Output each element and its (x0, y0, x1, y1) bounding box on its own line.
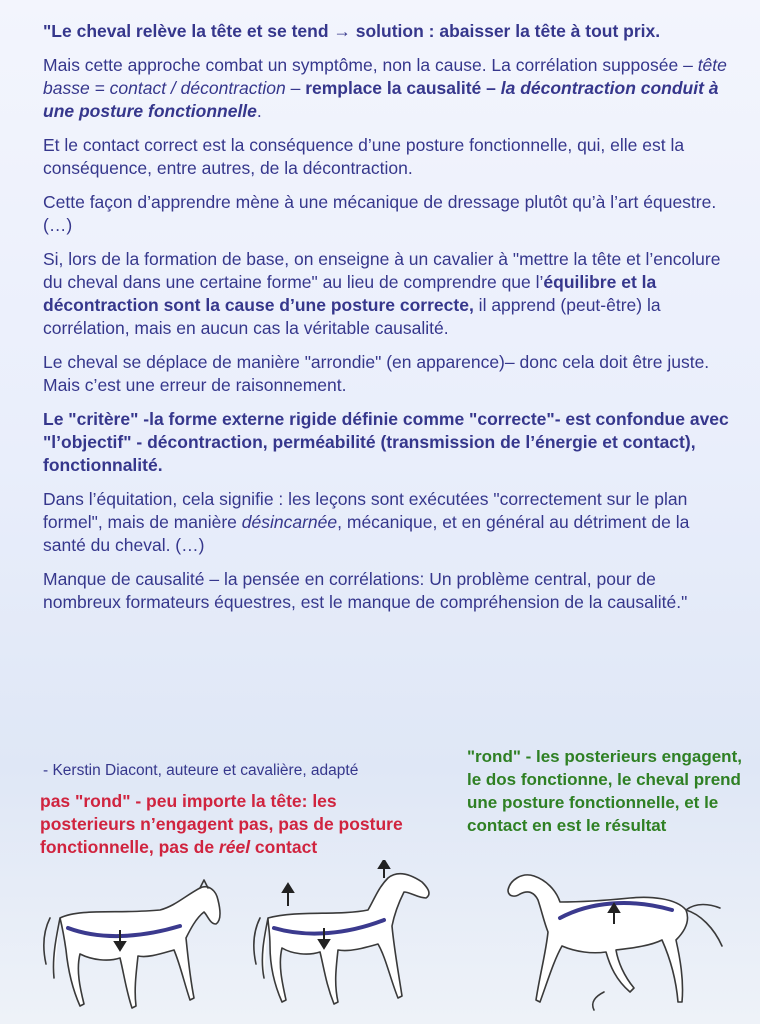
text-run: Dans l’équitation, cela signifie : les leçons sont exécutées "correctement sur le plan formel", mais de manière (43, 489, 688, 532)
horse-sketch-icon (500, 862, 730, 1020)
paragraph (43, 488, 733, 557)
article-text (43, 20, 733, 625)
text-run: tête basse = contact / décontraction (43, 55, 727, 98)
text-run: réel (218, 837, 251, 857)
paragraph (43, 20, 733, 43)
arrow-up-icon (283, 884, 293, 906)
paragraph (43, 351, 733, 397)
caption-not-round (40, 790, 420, 859)
text-run: , mécanique, et en général au détriment de la santé du cheval. (…) (43, 512, 690, 555)
text-run: Si, lors de la formation de base, on enseigne à un cavalier à "mettre la tête et l’encolure du cheval dans une certaine forme" au lieu de comprendre que l’ (43, 249, 721, 292)
text-run: équilibre et la décontraction sont la cause d’une posture correcte, (43, 272, 657, 315)
text-run: remplace la causalité – (305, 78, 501, 98)
text-run: Le cheval se déplace de manière "arrondie" (en apparence)– donc cela doit être juste. Mais c’est une erreur de raisonnement. (43, 352, 710, 395)
text-run: désincarnée (241, 512, 338, 532)
paragraph (43, 191, 733, 237)
text-run: pas "rond" - peu importe la tête: les posterieurs n’engagent pas, pas de posture fonctionnelle, pas de (40, 791, 403, 857)
text-run: Manque de causalité – la pensée en corrélations: Un problème central, pour de nombreux formateurs équestres, est le manque de compréhension de la causalité." (43, 569, 688, 612)
paragraph (43, 54, 733, 123)
horse-sketch-icon (238, 860, 438, 1018)
text-run: Le "critère" -la forme externe rigide définie comme "correcte"- est confondue avec "l’objectif" - décontraction, perméabilité (transmission de l’énergie et contact), fonctionnalité. (43, 409, 729, 475)
paragraph (43, 134, 733, 180)
arrow-up-icon (379, 860, 389, 878)
quote-attribution: - Kerstin Diacont, auteure et cavalière, adapté (43, 762, 359, 779)
text-run: "Le cheval relève la tête et se tend → solution : abaisser la tête à tout prix. (43, 21, 661, 41)
paragraph (43, 568, 733, 614)
text-run: contact (250, 837, 318, 857)
text-run: la décontraction conduit à une posture fonctionnelle (43, 78, 719, 121)
caption-round (467, 745, 757, 837)
paragraph (43, 408, 733, 477)
text-run: – (285, 78, 306, 98)
text-run: Mais cette approche combat un symptôme, non la cause. La corrélation supposée – (43, 55, 698, 75)
horse-sketch-icon (40, 878, 240, 1018)
text-run: . (256, 101, 262, 121)
text-run: "rond" - les posterieurs engagent, le dos fonctionne, le cheval prend une posture fonctionnelle, et le contact en est le résultat (467, 747, 742, 835)
text-run: il apprend (peut-être) la corrélation, mais en aucun cas la véritable causalité. (43, 295, 661, 338)
paragraph (43, 248, 733, 340)
text-run: Cette façon d’apprendre mène à une mécanique de dressage plutôt qu’à l’art équestre.(…) (43, 192, 717, 235)
text-run: Et le contact correct est la conséquence d’une posture fonctionnelle, qui, elle est la conséquence, entre autres, de la décontraction. (43, 135, 685, 178)
